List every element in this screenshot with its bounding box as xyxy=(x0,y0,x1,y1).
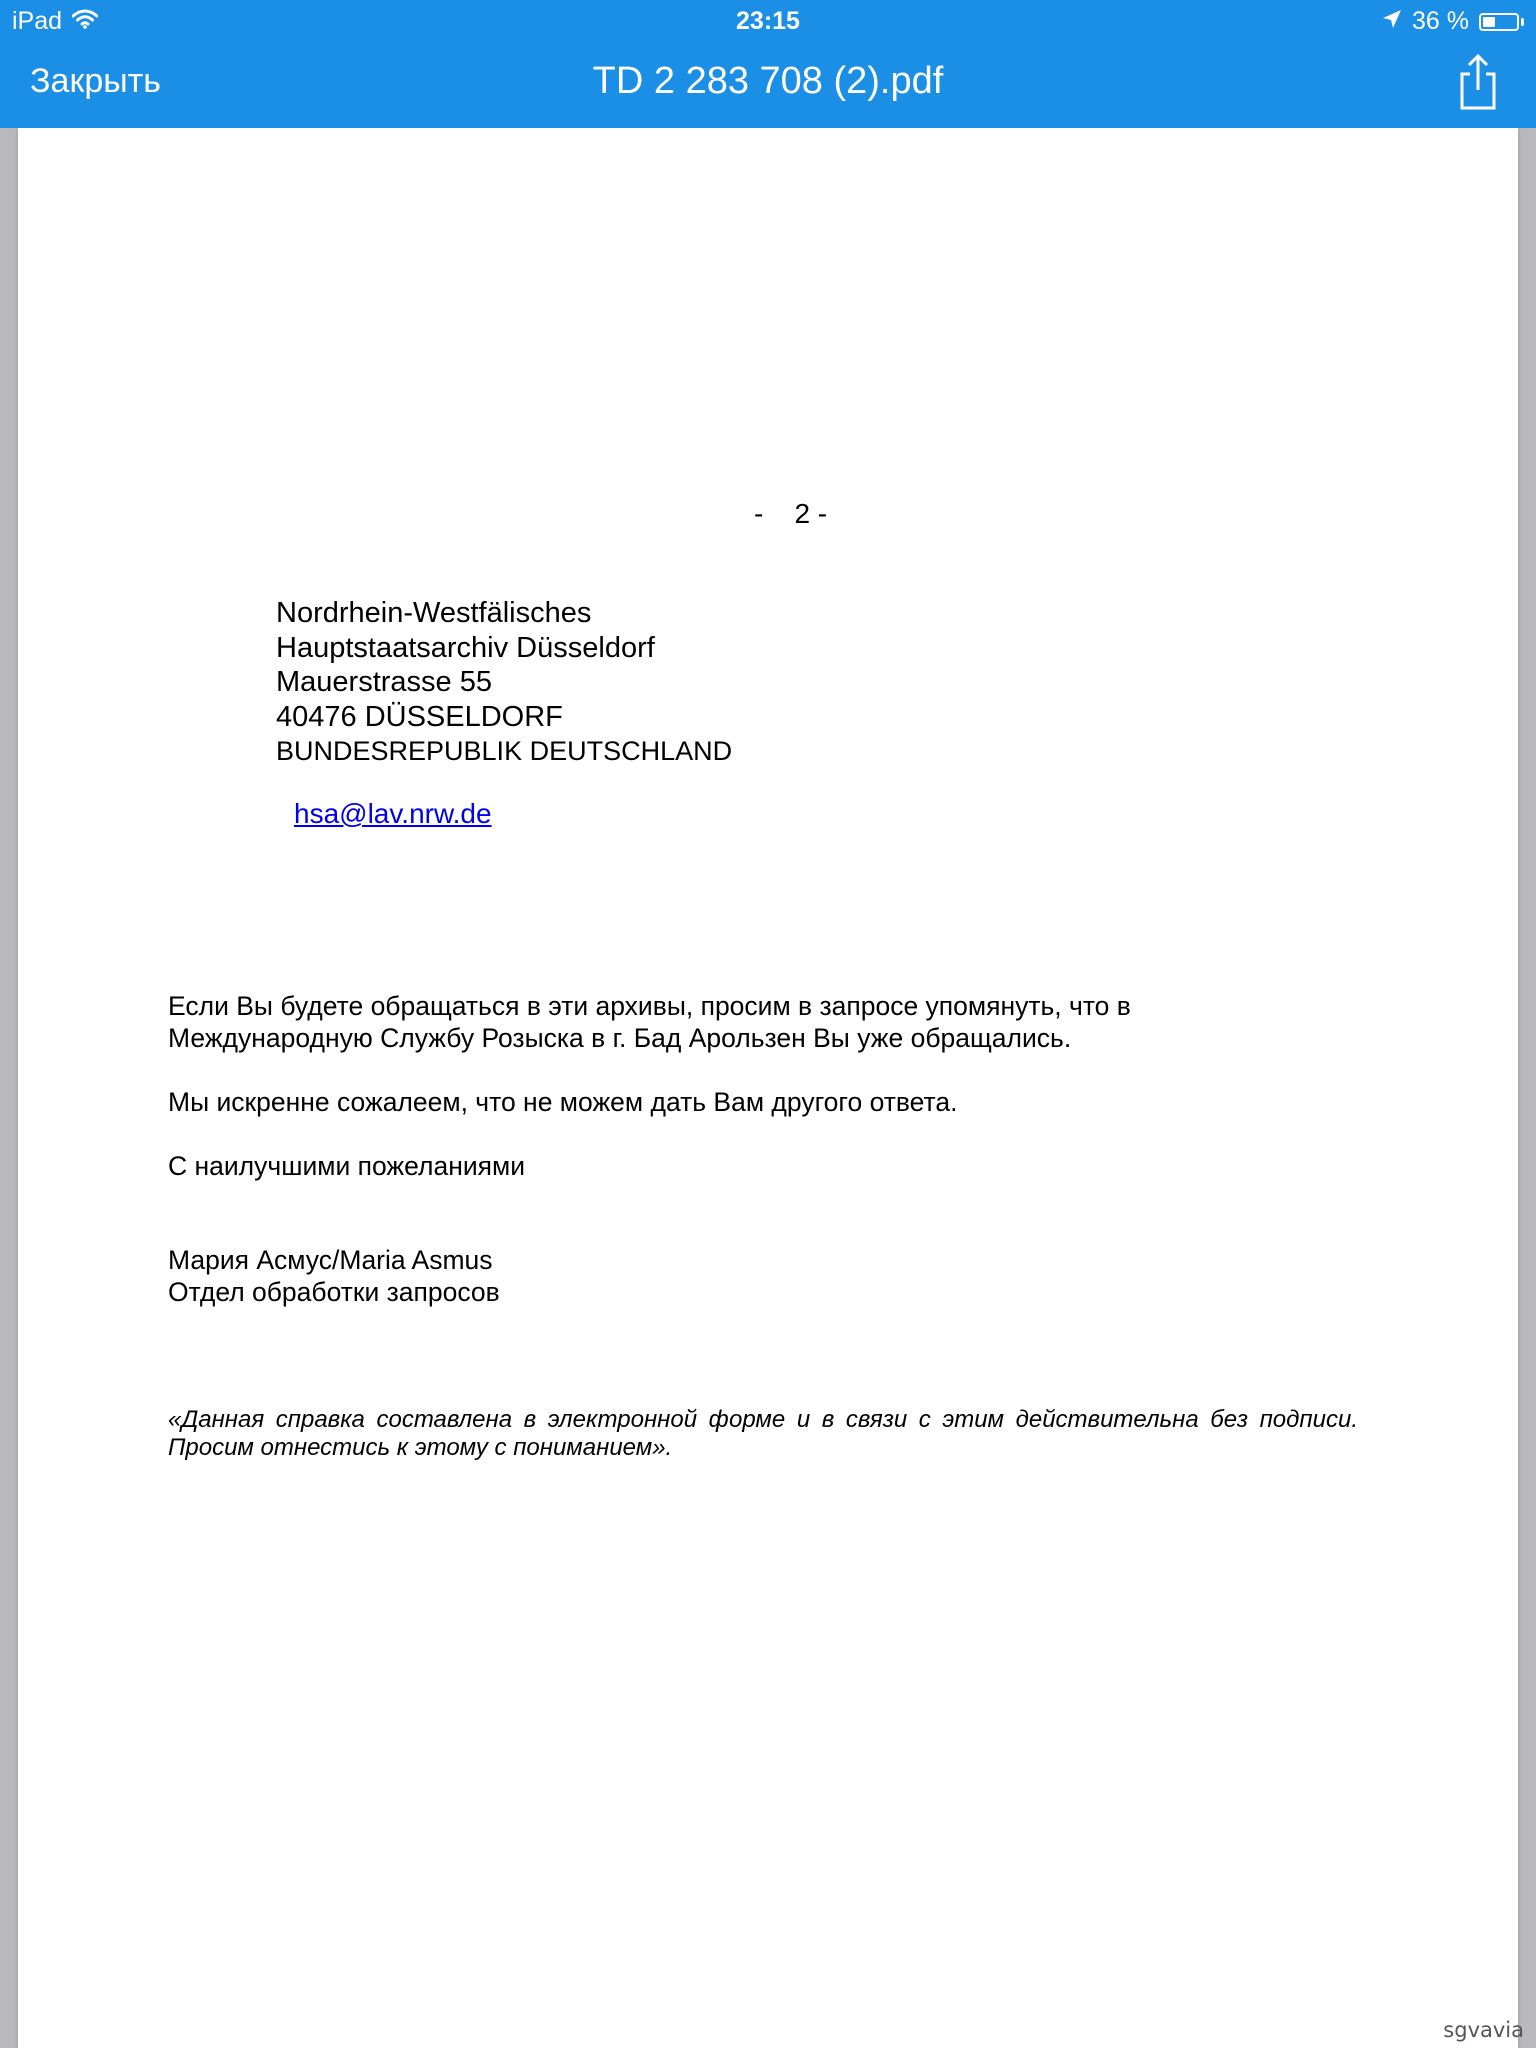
pdf-page[interactable] xyxy=(18,128,1518,2048)
share-button[interactable] xyxy=(1450,52,1506,112)
address-line: Mauerstrasse 55 xyxy=(276,666,492,698)
status-bar xyxy=(0,0,1536,40)
page-number: - 2 - xyxy=(754,498,828,529)
document-title: TD 2 283 708 (2).pdf xyxy=(592,60,944,102)
device-name: iPad xyxy=(12,7,63,35)
battery-icon xyxy=(1479,13,1519,31)
battery-tip xyxy=(1521,18,1524,26)
share-icon xyxy=(1450,52,1506,112)
signature-name: Мария Асмус/Maria Asmus xyxy=(168,1245,493,1275)
status-time: 23:15 xyxy=(736,7,800,35)
paragraph-line: Если Вы будете обращаться в эти архивы, просим в запросе упомянуть, что в xyxy=(168,991,1131,1021)
signature-block xyxy=(168,1244,500,1308)
watermark-text: sgvavia xyxy=(1443,2018,1524,2042)
nav-bar xyxy=(0,44,1536,124)
signature-department: Отдел обработки запросов xyxy=(168,1277,500,1307)
closing-greeting: С наилучшими пожеланиями xyxy=(168,1151,526,1181)
electronic-note: «Данная справка составлена в электронной форме и в связи с этим действительна без подписи. Просим отнестись к этому с пониманием». xyxy=(168,1406,1358,1461)
email-link[interactable]: hsa@lav.nrw.de xyxy=(294,798,492,829)
archive-address xyxy=(276,596,732,769)
close-button[interactable]: Закрыть xyxy=(30,62,161,100)
address-line: 40476 DÜSSELDORF xyxy=(276,700,563,733)
address-line: Nordrhein-Westfälisches xyxy=(276,597,592,629)
battery-percent: 36 % xyxy=(1412,7,1469,35)
paragraph-archives-request xyxy=(168,990,1131,1054)
top-bar xyxy=(0,0,1536,128)
location-arrow-icon xyxy=(1382,7,1402,36)
paragraph-regret: Мы искренне сожалеем, что не можем дать Вам другого ответа. xyxy=(168,1087,958,1117)
paragraph-line: Международную Службу Розыска в г. Бад Арользен Вы уже обращались. xyxy=(168,1023,1072,1053)
address-line: Hauptstaatsarchiv Düsseldorf xyxy=(276,631,655,664)
status-right xyxy=(1382,7,1524,36)
battery-level xyxy=(1483,17,1495,27)
address-line: BUNDESREPUBLIK DEUTSCHLAND xyxy=(276,736,733,766)
